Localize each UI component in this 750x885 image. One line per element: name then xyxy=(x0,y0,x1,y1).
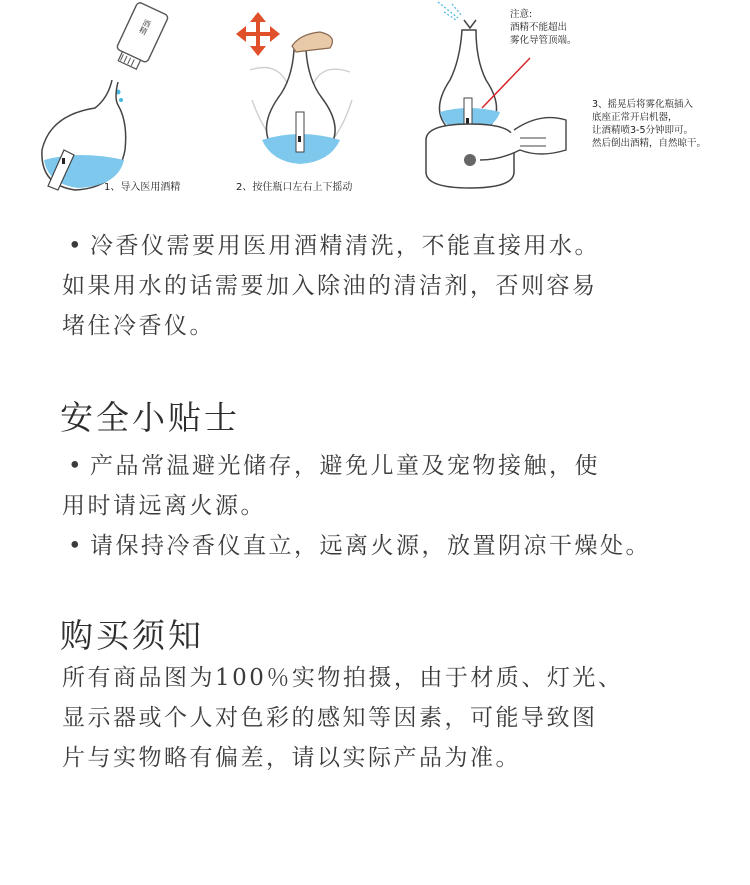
step1-label: 1、导入医用酒精 xyxy=(104,182,181,193)
step1-drawing xyxy=(42,2,169,190)
purchase-line-3: 片与实物略有偏差，请以实际产品为准。 xyxy=(62,745,521,771)
step3-line-2: 底座正常开启机器， xyxy=(592,112,678,123)
bottle-label: 酒精 xyxy=(137,17,153,37)
purchase-title: 购买须知 xyxy=(60,616,204,655)
step3-line-1: 3、摇晃后将雾化瓶插入 xyxy=(592,99,694,110)
safety-item-1-line-2: 用时请远离火源。 xyxy=(62,493,266,519)
note-box xyxy=(510,8,577,47)
cleaning-line-3: 堵住冷香仪。 xyxy=(62,313,215,339)
safety-item-1-line-1: • 产品常温避光储存，避免儿童及宠物接触，使 xyxy=(62,446,702,486)
note-line-1: 酒精不能超出 xyxy=(510,22,568,33)
note-title: 注意: xyxy=(510,9,533,20)
purchase-line-2: 显示器或个人对色彩的感知等因素，可能导致图 xyxy=(62,705,598,731)
note-line-2: 雾化导管顶端。 xyxy=(510,35,577,46)
step2-drawing xyxy=(236,12,352,164)
safety-item-2: • 请保持冷香仪直立，远离火源，放置阴凉干燥处。 xyxy=(62,526,702,566)
step3-line-4: 然后倒出酒精，自然晾干。 xyxy=(592,138,707,149)
cleaning-paragraph xyxy=(62,226,702,346)
purchase-paragraph xyxy=(62,658,702,778)
step3-text xyxy=(592,98,706,150)
safety-title: 安全小贴士 xyxy=(60,398,240,437)
instruction-illustration xyxy=(0,0,750,200)
safety-paragraph xyxy=(62,446,702,566)
cleaning-line-1: • 冷香仪需要用医用酒精清洗，不能直接用水。 xyxy=(62,226,702,266)
step2-label: 2、按住瓶口左右上下摇动 xyxy=(236,182,353,193)
purchase-line-1: 所有商品图为100％实物拍摄，由于材质、灯光、 xyxy=(62,665,624,691)
step3-line-3: 让酒精喷3-5分钟即可。 xyxy=(592,125,694,136)
cleaning-line-2: 如果用水的话需要加入除油的清洁剂，否则容易 xyxy=(62,273,598,299)
